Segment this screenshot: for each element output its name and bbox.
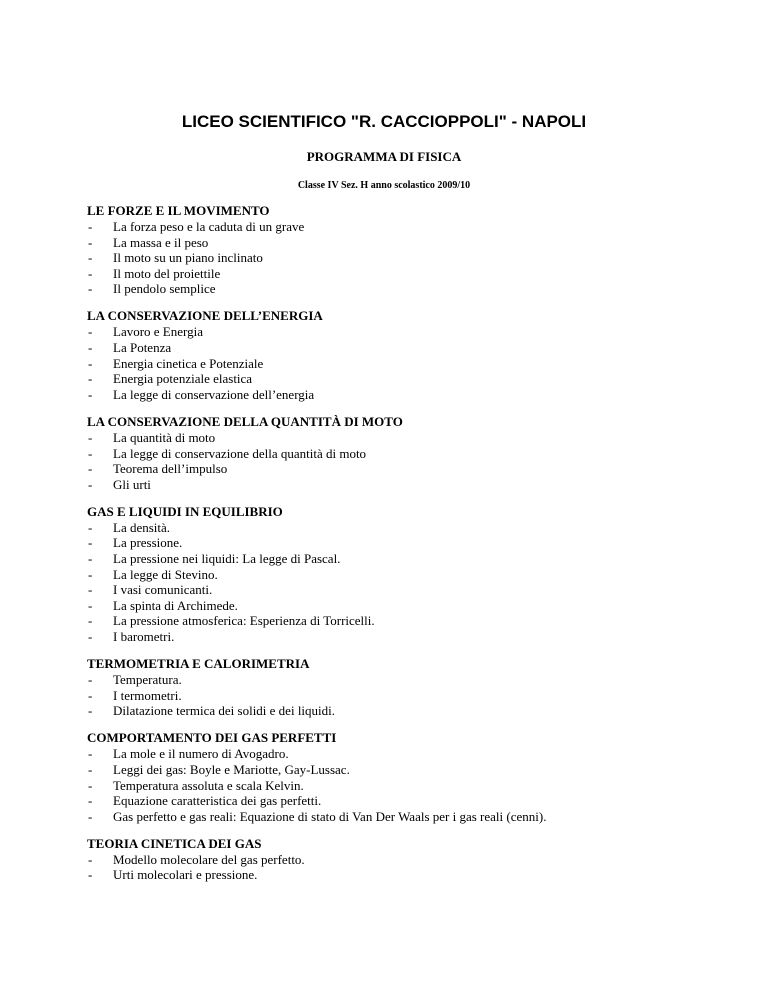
topic-list [87,324,747,402]
topic-item: - I termometri. [87,688,747,704]
section-title: LE FORZE E IL MOVIMENTO [87,203,270,218]
topic-list [87,672,747,719]
topic-item: - Dilatazione termica dei solidi e dei liquidi. [87,703,747,719]
topic-item: - La massa e il peso [87,235,747,251]
topic-item: - La mole e il numero di Avogadro. [87,746,747,762]
topic-item: - Energia cinetica e Potenziale [87,356,747,372]
topic-item: - La spinta di Archimede. [87,598,747,614]
topic-item: - Temperatura. [87,672,747,688]
topic-item: - Gas perfetto e gas reali: Equazione di stato di Van Der Waals per i gas reali (cenni). [87,809,747,825]
topic-item: - Leggi dei gas: Boyle e Mariotte, Gay-Lussac. [87,762,747,778]
topic-item: - La Potenza [87,340,747,356]
topic-item: - Temperatura assoluta e scala Kelvin. [87,778,747,794]
topic-item: - La quantità di moto [87,430,747,446]
topic-item: - I barometri. [87,629,747,645]
topic-item: - I vasi comunicanti. [87,582,747,598]
section-title: GAS E LIQUIDI IN EQUILIBRIO [87,503,283,519]
topic-item: - Lavoro e Energia [87,324,747,340]
topic-list [87,219,747,297]
topic-item: - La pressione. [87,535,747,551]
topic-list [87,520,747,645]
topic-item: - Gli urti [87,477,747,493]
section-title: TERMOMETRIA E CALORIMETRIA [87,656,310,672]
section-title: LA CONSERVAZIONE DELL’ENERGIA [87,308,323,324]
topic-item: - Il moto del proiettile [87,266,747,282]
section [87,414,747,492]
section [87,203,747,297]
topic-item: - La legge di Stevino. [87,567,747,583]
section-title: COMPORTAMENTO DEI GAS PERFETTI [87,730,337,746]
topic-item: - Modello molecolare del gas perfetto. [87,852,747,868]
section [87,504,747,645]
topic-item: - Teorema dell’impulso [87,461,747,477]
topic-item: - La pressione atmosferica: Esperienza di Torricelli. [87,613,747,629]
program-title: PROGRAMMA DI FISICA [306,149,462,164]
class-info: Classe IV Sez. H anno scolastico 2009/10 [297,180,471,191]
topic-item: - Il moto su un piano inclinato [87,250,747,266]
section-title: TEORIA CINETICA DEI GAS [87,835,262,851]
topic-item: - La forza peso e la caduta di un grave [87,219,747,235]
section [87,656,747,719]
topic-list [87,430,747,492]
topic-item: - La densità. [87,520,747,536]
topic-item: - La pressione nei liquidi: La legge di Pascal. [87,551,747,567]
section [87,308,747,402]
section [87,836,747,883]
topic-item: - La legge di conservazione dell’energia [87,387,747,403]
program-sections [87,203,747,895]
topic-list [87,746,747,824]
topic-item: - La legge di conservazione della quantità di moto [87,446,747,462]
school-title: LICEO SCIENTIFICO "R. CACCIOPPOLI" - NAPOLI [181,112,587,131]
topic-list [87,852,747,883]
section [87,730,747,824]
topic-item: - Urti molecolari e pressione. [87,867,747,883]
section-title: LA CONSERVAZIONE DELLA QUANTITÀ DI MOTO [87,413,403,429]
topic-item: - Il pendolo semplice [87,281,747,297]
topic-item: - Equazione caratteristica dei gas perfetti. [87,793,747,809]
topic-item: - Energia potenziale elastica [87,371,747,387]
